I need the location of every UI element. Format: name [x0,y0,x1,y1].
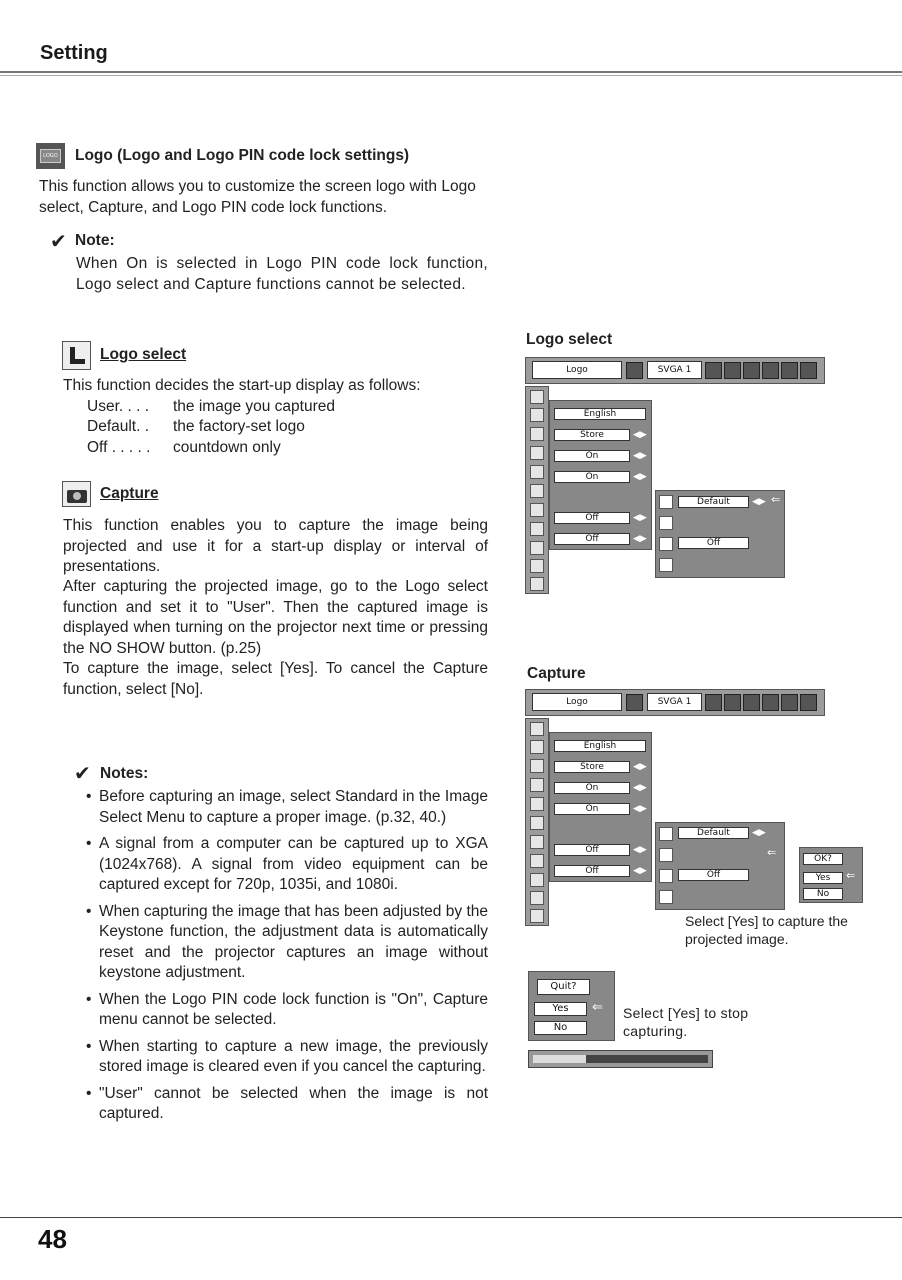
capture-paragraph: This function enables you to capture the image being projected and use it for a start-up display or interval of presentations. [63,517,488,575]
ceiling-icon [530,446,544,460]
osd-submenu-value: Off [678,537,749,549]
left-right-arrows-icon: ◀▶ [633,844,647,854]
exit-icon [530,909,544,923]
osd-setting-value: Store [554,429,630,441]
capture-paragraph: To capture the image, select [Yes]. To cancel the Capture function, select [No]. [63,660,488,698]
image-adjust-icon [626,694,643,711]
intro-text: This function allows you to customize the screen logo with Logo select, Capture, and Logo PIN code lock functions. [39,178,476,216]
osd-menu-capture [525,689,865,929]
background-icon [530,740,544,754]
progress-track [533,1055,708,1063]
option-name: Off . . . . . [87,439,151,456]
keystone-icon [530,390,544,404]
osd-setting-value: Off [554,533,630,545]
note-item-text: When capturing the image that has been adjusted by the Keystone function, the adjustment data is automatically reset and the projector captures an image without keystone adjustment. [99,902,488,981]
option-name: User. . . . [87,398,150,415]
note-item: • A signal from a computer can be captured up to XGA (1024x768). A signal from video equipment can be captured except for 720p, 1035i, and 1080i. [86,835,488,893]
note-heading: Note: [75,232,115,249]
camera-icon [659,848,673,862]
osd-setting-value: On [554,471,630,483]
checkmark-icon: ✔ [74,763,91,785]
logo-select-figure-title: Logo select [526,331,613,348]
left-right-arrows-icon: ◀▶ [633,429,647,439]
lock-icon [659,558,673,572]
note-item: • When the Logo PIN code lock function is "On", Capture menu cannot be selected. [86,990,488,1028]
logo-lock-icon [659,537,673,551]
terminal-icon [530,484,544,498]
capture-caption: Select [Yes] to capture the projected image. [685,913,848,947]
left-right-arrows-icon: ◀▶ [752,496,766,506]
header-rule [0,71,902,73]
left-right-arrows-icon: ◀▶ [633,450,647,460]
note-item-text: When starting to capture a new image, the previously stored image is cleared even if you cancel the capturing. [99,1037,488,1075]
capture-title: Capture [100,485,159,502]
screen-icon [705,694,722,711]
terminal-icon [530,816,544,830]
page-section-title: Setting [40,42,108,64]
osd-setting-value: English [554,740,646,752]
osd-submenu-value: Default [678,496,749,508]
note-item: • Before capturing an image, select Standard in the Image Select Menu to capture a proper image. (p.32, 40.) [86,788,488,826]
note-text: When On is selected in Logo PIN code lock function, Logo select and Capture functions cannot be selected. [76,255,488,293]
notes-list [86,787,488,1125]
osd-setting-value: English [554,408,646,420]
rear-icon [530,465,544,479]
ceiling-icon [530,778,544,792]
down-arrow-icon [530,559,544,573]
osd-menu-label: Logo [532,361,622,379]
option-desc: the factory-set logo [173,418,305,435]
osd-setting-value: Off [554,844,630,856]
function-title: Logo (Logo and Logo PIN code lock settings) [75,147,410,164]
quit-no-button[interactable]: No [534,1021,587,1035]
osd-signal-label: SVGA 1 [647,361,702,379]
osd-signal-label: SVGA 1 [647,693,702,711]
osd-menu-label: Logo [532,693,622,711]
note-item-text: When the Logo PIN code lock function is "On", Capture menu cannot be selected. [99,990,488,1028]
display-icon [530,759,544,773]
logo-function-icon: LOGO [36,143,65,169]
left-right-arrows-icon: ◀▶ [633,803,647,813]
capture-figure-title: Capture [527,665,586,682]
keystone-icon [530,722,544,736]
note-item-text: A signal from a computer can be captured up to XGA (1024x768). A signal from video equipment can be captured except for 720p, 1035i, and 1080i. [99,835,488,893]
pointer-arrow-icon: ⇐ [767,847,777,859]
image-adjust-icon [626,362,643,379]
osd-setting-value: On [554,450,630,462]
osd-menu-logo-select [525,357,825,597]
pointer-arrow-icon: ⇐ [846,870,856,882]
osd-setting-value: Store [554,761,630,773]
confirm-question: OK? [803,853,843,865]
left-right-arrows-icon: ◀▶ [633,865,647,875]
quit-question: Quit? [537,979,590,995]
logo-select-icon [62,341,91,370]
option-desc: countdown only [173,439,281,456]
down-arrow-icon [530,891,544,905]
power-icon [530,873,544,887]
left-right-arrows-icon: ◀▶ [633,471,647,481]
progress-fill [533,1055,586,1063]
pointer-arrow-icon: ⇐ [771,494,781,506]
fan-icon [530,503,544,517]
notes-heading: Notes: [100,765,149,782]
quit-caption: Select [Yes] to stop capturing. [623,1005,749,1039]
logo-lock-icon [659,869,673,883]
osd-submenu-value: Off [678,869,749,881]
left-right-arrows-icon: ◀▶ [752,827,766,837]
note-item: • When capturing the image that has been adjusted by the Keystone function, the adjustment data is automatically reset and the projector captures an image without keystone adjustment. [86,902,488,981]
door-icon [781,694,798,711]
logo-select-title: Logo select [100,346,187,363]
page-number: 48 [38,1224,67,1254]
osd-setting-value: On [554,782,630,794]
logo-select-icon [659,495,673,509]
door-icon [781,362,798,379]
picture-icon [762,362,779,379]
picture-icon [762,694,779,711]
osd-setting-value: Off [554,865,630,877]
note-item: • When starting to capture a new image, the previously stored image is cleared even if you cancel the capturing. [86,1037,488,1075]
camera-icon [659,516,673,530]
tools-icon [743,362,760,379]
capture-progress-bar [528,1050,713,1068]
lamp-icon [530,522,544,536]
confirm-no-button[interactable]: No [803,888,843,900]
pencil-icon [800,694,817,711]
color-icon [724,694,741,711]
fan-icon [530,835,544,849]
left-right-arrows-icon: ◀▶ [633,512,647,522]
background-icon [530,408,544,422]
camera-icon [62,481,91,507]
osd-setting-value: Off [554,512,630,524]
left-right-arrows-icon: ◀▶ [633,782,647,792]
osd-submenu-value: Default [678,827,749,839]
option-name: Default. . [87,418,150,435]
pencil-icon [800,362,817,379]
exit-icon [530,577,544,591]
screen-icon [705,362,722,379]
display-icon [530,427,544,441]
confirm-yes-button[interactable]: Yes [803,872,843,884]
power-icon [530,541,544,555]
note-item: • "User" cannot be selected when the image is not captured. [86,1084,488,1122]
capture-paragraph: After capturing the projected image, go to the Logo select function and set it to "User". Then the captured image is displayed when turning on the projector next time or pressing the NO SHOW button. (p.25) [63,578,488,657]
checkmark-icon: ✔ [50,231,67,253]
rear-icon [530,797,544,811]
note-item-text: "User" cannot be selected when the image is not captured. [99,1084,488,1122]
tools-icon [743,694,760,711]
header-rule-thin [0,75,902,76]
note-item-text: Before capturing an image, select Standard in the Image Select Menu to capture a proper image. (p.32, 40.) [99,788,488,826]
logo-select-icon [659,827,673,841]
logo-select-desc: This function decides the start-up display as follows: [63,377,421,394]
footer-rule [0,1217,902,1218]
lock-icon [659,890,673,904]
quit-yes-button[interactable]: Yes [534,1002,587,1016]
lamp-icon [530,854,544,868]
osd-setting-value: On [554,803,630,815]
left-right-arrows-icon: ◀▶ [633,761,647,771]
option-desc: the image you captured [173,398,335,415]
pointer-arrow-icon: ⇐ [592,999,603,1014]
left-right-arrows-icon: ◀▶ [633,533,647,543]
color-icon [724,362,741,379]
